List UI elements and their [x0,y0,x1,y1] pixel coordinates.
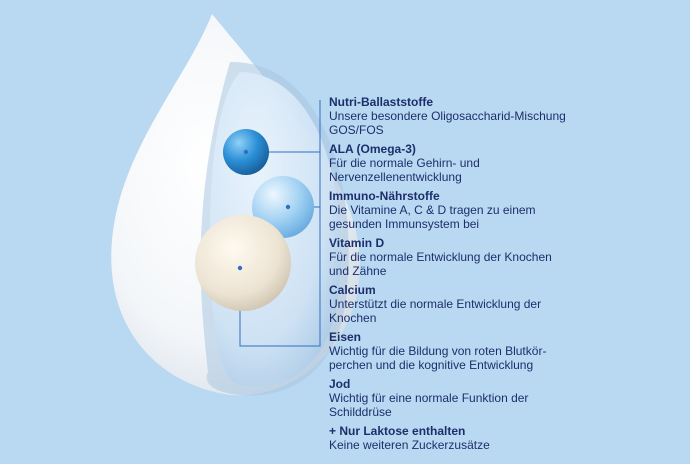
nutrient-description: Wichtig für eine normale Funktion der Schilddrüse [329,391,529,419]
nutrient-description: Für die normale Gehirn- und Nervenzellenentwicklung [329,156,480,184]
nutrient-description: Unsere besondere Oligosaccharid-Mischung GOS/FOS [329,109,566,137]
nutrient-description: Wichtig für die Bildung von roten Blutkör- perchen und die kognitive Entwicklung [329,344,547,372]
nutrient-item [329,189,679,231]
nutrient-item [329,377,679,419]
connector-dot-ala [244,150,248,154]
nutrient-name: Vitamin D [329,236,385,250]
nutrient-description: Für die normale Entwicklung der Knochen und Zähne [329,250,552,278]
nutrient-item [329,283,679,325]
nutrient-item [329,424,679,452]
nutrient-name: Nutri-Ballaststoffe [329,95,434,109]
nutrient-name: Jod [329,377,351,391]
nutrient-description: Unterstützt die normale Entwicklung der Knochen [329,297,542,325]
nutrient-description: Keine weiteren Zuckerzusätze [329,438,490,452]
nutrient-description: Die Vitamine A, C & D tragen zu einem gesunden Immunsystem bei [329,203,536,231]
vitamin-sphere [195,215,291,311]
nutrient-item [329,330,679,372]
nutrient-name: Eisen [329,330,362,344]
nutrient-list [329,95,679,457]
nutrient-item [329,236,679,278]
nutrient-item [329,142,679,184]
connector-dot-immuno [286,205,290,209]
nutrient-item [329,95,679,137]
nutrient-name: + Nur Laktose enthalten [329,424,466,438]
nutrient-name: Immuno-Nährstoffe [329,189,440,203]
nutrient-name: ALA (Omega-3) [329,142,416,156]
connector-dot-pearl [238,266,242,270]
nutrient-name: Calcium [329,283,376,297]
